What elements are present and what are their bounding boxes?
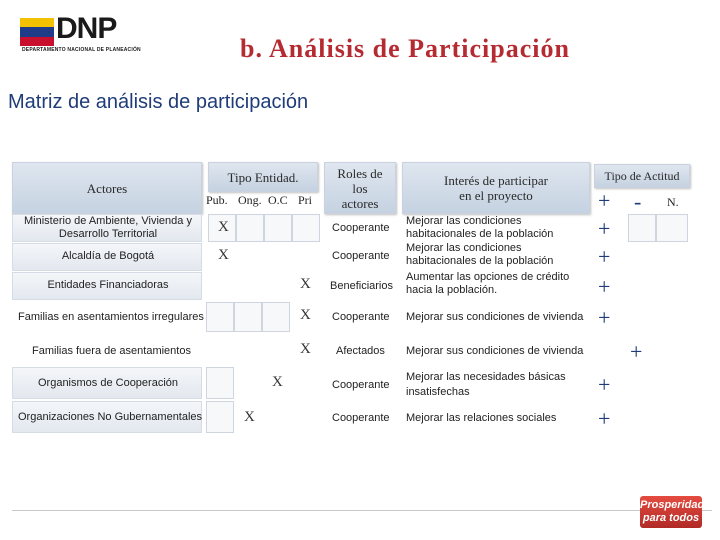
header-tipo-entidad-label: Tipo Entidad. [227,169,299,185]
row-4-oc-box [262,302,290,332]
row-5-interes: Mejorar sus condiciones de vivienda [406,345,584,357]
row-6-x-mark: X [272,374,283,390]
row-2-actor: Alcaldía de Bogotá [61,250,155,262]
row-5-x-mark: X [300,341,311,357]
row-5-actor: Familias fuera de asentamientos [32,345,191,357]
header-positive: + [598,188,611,213]
row-7-interes: Mejorar las relaciones sociales [406,412,557,424]
row-1-actitud: + [598,216,611,241]
row-2-x-mark: X [218,247,229,263]
colombia-flag-icon [20,18,54,46]
row-1-neg-box [628,214,656,242]
row-6-pub-box [206,367,234,399]
row-3-rol: Beneficiarios [330,280,393,292]
row-4-interes: Mejorar sus condiciones de vivienda [406,311,584,323]
row-7-actor: Organizaciones No Gubernamentales [18,411,203,423]
header-tipo-entidad [208,162,318,192]
row-1-interes: Mejorar las condiciones habitacionales de la población [406,215,554,240]
row-2-interes: Mejorar las condiciones habitacionales de la población [406,242,554,267]
row-1-ong-box [236,214,264,242]
row-4-actitud: + [598,305,611,330]
row-3-interes: Aumentar las opciones de crédito hacia la población. [406,271,570,296]
row-4-ong-box [234,302,262,332]
footer-divider [12,510,712,511]
header-pub: Pub. [206,193,228,207]
header-ong: Ong. [238,193,262,207]
row-3-actitud: + [598,274,611,299]
row-2-actitud: + [598,244,611,269]
row-1-pri-box [292,214,320,242]
row-4-actor: Familias en asentamientos irregulares [18,311,204,323]
header-tipo-actitud-label: Tipo de Actitud [604,168,680,183]
header-roles-label: Roles de los actores [337,165,383,211]
row-5-rol: Afectados [336,345,385,357]
badge-line-2: para todos [642,512,700,524]
header-neutral: N. [667,195,679,209]
page-subtitle: Matriz de análisis de participación [8,91,309,113]
row-1-actor: Ministerio de Ambiente, Vivienda y Desarrollo Territorial [24,215,192,240]
header-oc: O.C [268,193,288,207]
row-1-oc-box [264,214,292,242]
row-4-rol: Cooperante [332,311,390,323]
row-1-neutral-box [656,214,688,242]
row-1-rol: Cooperante [332,222,390,234]
row-4-pub-box [206,302,234,332]
row-7-rol: Cooperante [332,412,390,424]
row-3-x-mark: X [300,276,311,292]
slide-title: b. Análisis de Participación [240,34,570,63]
header-tipo-actitud [594,164,690,188]
prosperidad-badge [640,496,705,528]
logo-word: DNP [56,12,117,45]
logo-subtitle: DEPARTAMENTO NACIONAL DE PLANEACIÓN [22,47,141,53]
header-pri: Pri [298,193,313,207]
row-7-actitud: + [598,406,611,431]
header-negative: - [634,189,642,214]
row-7-pub-box [206,401,234,433]
row-6-actor: Organismos de Cooperación [37,377,179,389]
header-roles [324,162,396,214]
header-actores-label: Actores [86,180,128,196]
row-2-rol: Cooperante [332,250,390,262]
badge-line-1: Prosperidad [640,499,705,511]
header-interes-label: Interés de participar en el proyecto [444,173,548,203]
row-6-actitud: + [598,372,611,397]
row-1-x-mark: X [218,219,229,235]
row-6-interes: Mejorar las necesidades básicas insatisfechas [406,371,566,398]
row-7-x-mark: X [244,409,255,425]
row-3-actor: Entidades Financiadoras [47,279,169,291]
header-actores [12,162,202,214]
row-4-x-mark: X [300,307,311,323]
header-interes [402,162,590,214]
row-6-rol: Cooperante [332,379,390,391]
row-5-actitud: + [630,339,643,364]
